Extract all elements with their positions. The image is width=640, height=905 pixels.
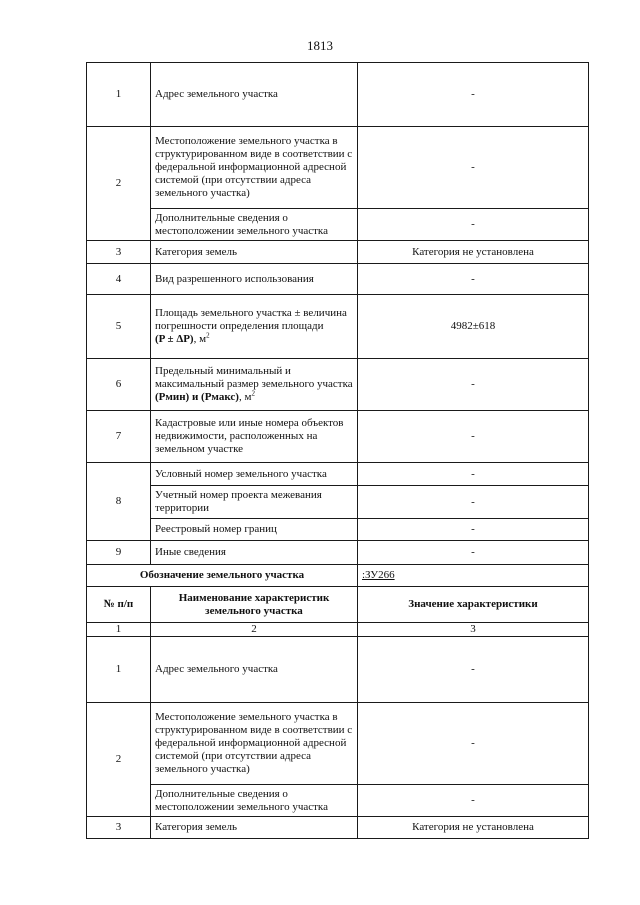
row-value: - (358, 486, 589, 519)
designation-code: :ЗУ266 (362, 569, 395, 581)
label-text: Площадь земельного участка ± величина погрешности определения площади (155, 307, 347, 332)
table-row (87, 209, 589, 241)
land-plot-table (86, 62, 589, 839)
row-label: Местоположение земельного участка в структурированном виде в соответствии с федеральной информационной адресной системой (при отсутствии адреса земельного участка) (151, 703, 358, 785)
label-sup: 2 (206, 331, 210, 340)
row-value: Категория не установлена (358, 817, 589, 839)
table-row (87, 264, 589, 295)
row-value: - (358, 359, 589, 411)
label-sup: 2 (251, 389, 255, 398)
header-value: Значение характеристики (358, 587, 589, 623)
row-number: 3 (87, 817, 151, 839)
row-label: Реестровый номер границ (151, 519, 358, 541)
row-number: 2 (87, 703, 151, 817)
row-value: - (358, 209, 589, 241)
row-label: Кадастровые или иные номера объектов недвижимости, расположенных на земельном участке (151, 411, 358, 463)
row-value: - (358, 264, 589, 295)
row-value: - (358, 519, 589, 541)
row-number: 9 (87, 541, 151, 565)
row-label (151, 295, 358, 359)
row-value: - (358, 637, 589, 703)
row-label: Дополнительные сведения о местоположении земельного участка (151, 785, 358, 817)
header-row (87, 587, 589, 623)
row-number: 4 (87, 264, 151, 295)
table-row (87, 519, 589, 541)
column-number: 3 (358, 623, 589, 637)
row-label: Адрес земельного участка (151, 63, 358, 127)
table-row (87, 785, 589, 817)
row-number: 1 (87, 63, 151, 127)
row-value: - (358, 63, 589, 127)
table-row (87, 127, 589, 209)
row-value: - (358, 785, 589, 817)
label-text: Предельный минимальный и максимальный размер земельного участка (155, 365, 353, 390)
row-value: - (358, 411, 589, 463)
column-number-row (87, 623, 589, 637)
row-number: 5 (87, 295, 151, 359)
row-number: 6 (87, 359, 151, 411)
row-value: - (358, 463, 589, 486)
row-label: Вид разрешенного использования (151, 264, 358, 295)
label-unit: , м (238, 391, 252, 403)
row-number: 8 (87, 463, 151, 541)
row-label: Дополнительные сведения о местоположении земельного участка (151, 209, 358, 241)
row-number: 3 (87, 241, 151, 264)
row-value: - (358, 703, 589, 785)
table-row (87, 463, 589, 486)
table-row (87, 63, 589, 127)
table-row (87, 817, 589, 839)
row-label: Учетный номер проекта межевания территории (151, 486, 358, 519)
label-formula: (Pмин) и (Pмакс) (155, 391, 239, 403)
table-row (87, 703, 589, 785)
row-label (151, 359, 358, 411)
designation-value (358, 565, 589, 587)
column-number: 2 (151, 623, 358, 637)
row-value: - (358, 541, 589, 565)
table-row (87, 241, 589, 264)
row-label: Категория земель (151, 817, 358, 839)
row-number: 7 (87, 411, 151, 463)
row-label: Категория земель (151, 241, 358, 264)
label-formula: (P ± ΔP) (155, 333, 194, 345)
table-row (87, 541, 589, 565)
table-row (87, 637, 589, 703)
row-number: 1 (87, 637, 151, 703)
designation-row (87, 565, 589, 587)
header-characteristic: Наименование характеристик земельного участка (151, 587, 358, 623)
row-label: Иные сведения (151, 541, 358, 565)
row-value: Категория не установлена (358, 241, 589, 264)
table-row (87, 486, 589, 519)
row-number: 2 (87, 127, 151, 241)
table-row (87, 411, 589, 463)
row-value: - (358, 127, 589, 209)
row-label: Условный номер земельного участка (151, 463, 358, 486)
designation-label: Обозначение земельного участка (87, 565, 358, 587)
row-value: 4982±618 (358, 295, 589, 359)
column-number: 1 (87, 623, 151, 637)
label-unit: , м (193, 333, 207, 345)
row-label: Местоположение земельного участка в структурированном виде в соответствии с федеральной информационной адресной системой (при отсутствии адреса земельного участка) (151, 127, 358, 209)
table-row (87, 295, 589, 359)
row-label: Адрес земельного участка (151, 637, 358, 703)
header-number: № п/п (87, 587, 151, 623)
table-row (87, 359, 589, 411)
page-number: 1813 (307, 38, 333, 53)
